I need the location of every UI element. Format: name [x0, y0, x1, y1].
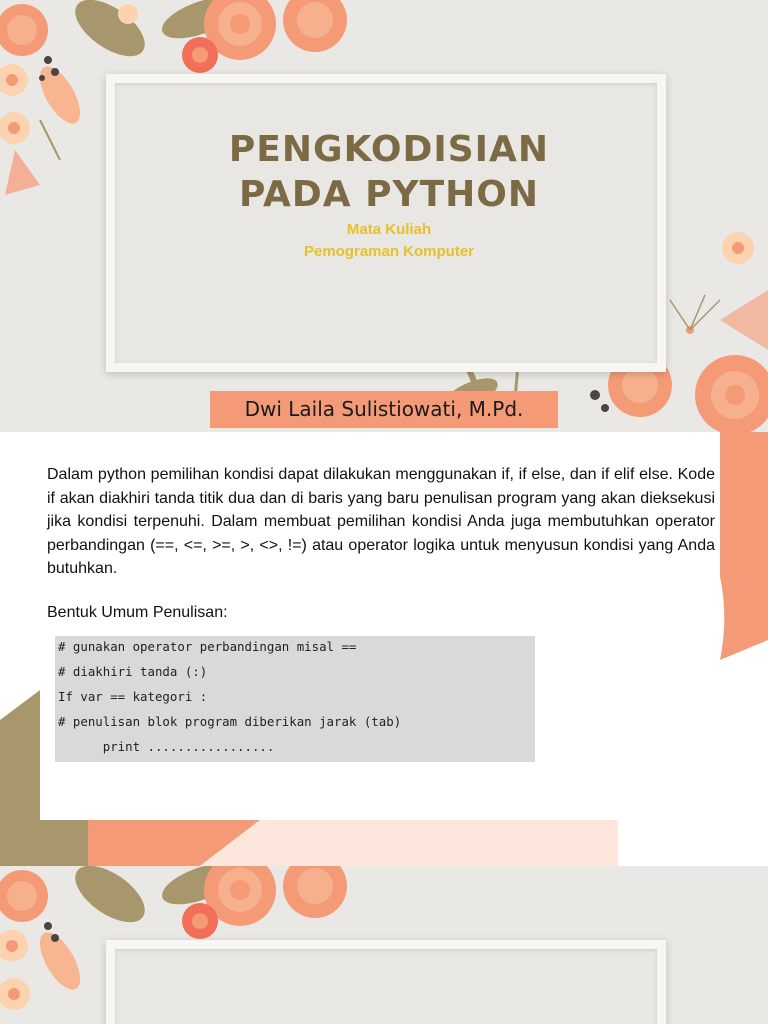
body-paragraph: Dalam python pemilihan kondisi dapat dilakukan menggunakan if, if else, dan if elif else. Kode if akan diakhiri tanda titik dua dan di baris yang baru penulisan program yang akan dieksekusi jika kondisi terpenuhi. Dalam membuat pemilihan kondisi Anda juga membutuhkan operator perbandingan (==, <=, >=, >, <>, !=) atau operator logika untuk menyusun kondisi yang Anda butuhkan. — [47, 466, 715, 577]
code-line: # penulisan blok program diberikan jarak (tab) — [58, 714, 402, 729]
code-line: If var == kategori : — [58, 689, 208, 704]
code-line: # diakhiri tanda (:) — [58, 664, 208, 679]
subtitle-line-2: Pemograman Komputer — [303, 243, 475, 260]
author-name: Dwi Laila Sulistiowati, M.Pd. — [244, 397, 524, 421]
code-line: # gunakan operator perbandingan misal == — [58, 639, 357, 654]
subtitle-line-1: Mata Kuliah — [346, 221, 432, 238]
title-frame — [106, 940, 666, 1024]
code-block — [55, 636, 535, 762]
section-heading: Bentuk Umum Penulisan: — [47, 604, 228, 621]
code-line: print ................. — [58, 739, 275, 754]
next-slide-preview — [0, 866, 768, 1024]
title-line-2: PADA PYTHON — [238, 174, 540, 215]
title-line-1: PENGKODISIAN — [228, 129, 550, 170]
